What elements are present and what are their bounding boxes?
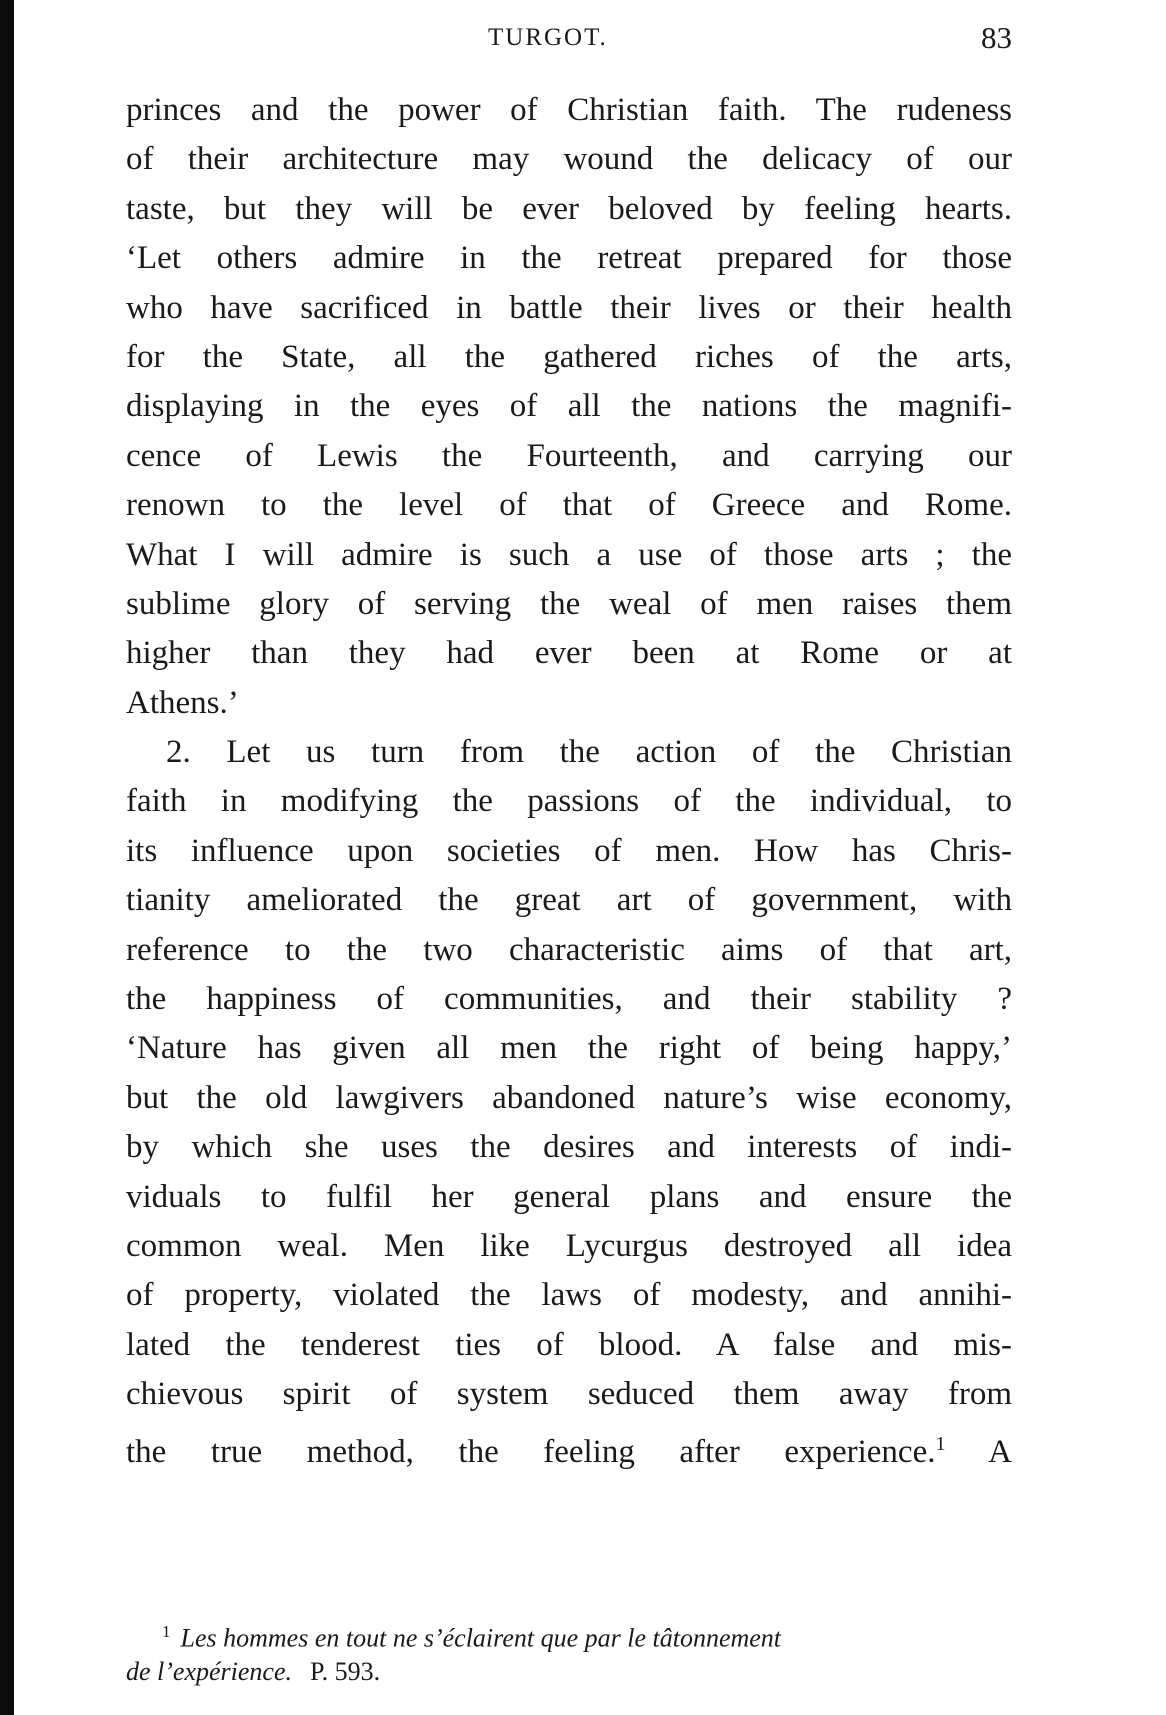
text-line: for the State, all the gathered riches of the arts,: [126, 338, 1012, 375]
running-title: TURGOT.: [488, 24, 608, 51]
footnote-reference-mark: 1: [935, 1432, 946, 1455]
footnote: [126, 1612, 1012, 1692]
footnote-line: [126, 1612, 1012, 1652]
text-line: higher than they had ever been at Rome or at: [126, 635, 1012, 672]
footnote-marker: 1: [162, 1622, 171, 1641]
text-line: common weal. Men like Lycurgus destroyed all idea: [126, 1227, 1012, 1264]
text-line: What I will admire is such a use of those arts ; the: [126, 536, 1012, 573]
text-line: cence of Lewis the Fourteenth, and carrying our: [126, 437, 1012, 474]
footnote-line: [126, 1652, 1012, 1692]
text-line: chievous spirit of system seduced them away from: [126, 1376, 1012, 1413]
footnote-quote: Les hommes en tout ne s’éclairent que par le tâtonnement: [180, 1623, 782, 1653]
text-line: Athens.’: [126, 684, 239, 721]
final-text-line: [126, 1420, 1012, 1469]
text-line: lated the tenderest ties of blood. A false and mis-: [126, 1326, 1012, 1363]
text-line: tianity ameliorated the great art of government, with: [126, 882, 1012, 919]
text-line: of property, violated the laws of modesty, and annihi-: [126, 1277, 1012, 1314]
text-line: by which she uses the desires and interests of indi-: [126, 1129, 1012, 1166]
text-line: of their architecture may wound the delicacy of our: [126, 141, 1012, 178]
paragraph-start-line: 2. Let us turn from the action of the Christian: [166, 734, 1012, 771]
text-line: who have sacrificed in battle their lives or their health: [126, 289, 1012, 326]
text-line: reference to the two characteristic aims of that art,: [126, 931, 1012, 968]
page-number: 83: [981, 20, 1012, 55]
text-line: ‘Nature has given all men the right of being happy,’: [126, 1030, 1012, 1067]
text-line: faith in modifying the passions of the individual, to: [126, 783, 1012, 820]
text-line: sublime glory of serving the weal of men raises them: [126, 585, 1012, 622]
text-line: the happiness of communities, and their stability ?: [126, 981, 1012, 1018]
text-line: viduals to fulfil her general plans and ensure the: [126, 1178, 1012, 1215]
text-line: but the old lawgivers abandoned nature’s wise economy,: [126, 1079, 1012, 1116]
final-line-text: the true method, the feeling after experience.: [126, 1433, 936, 1469]
text-line: ‘Let others admire in the retreat prepared for those: [126, 240, 1012, 277]
text-line: renown to the level of that of Greece and Rome.: [126, 487, 1012, 524]
final-line-tail: A: [945, 1433, 1012, 1469]
book-page: [126, 0, 1012, 1715]
footnote-quote-end: de l’expérience.: [126, 1657, 293, 1686]
binding-edge: [0, 0, 14, 1715]
body-text: [126, 86, 1012, 1469]
footnote-page-reference: P. 593.: [310, 1657, 381, 1686]
text-line: taste, but they will be ever beloved by feeling hearts.: [126, 190, 1012, 227]
text-line: princes and the power of Christian faith. The rudeness: [126, 92, 1012, 128]
text-line: displaying in the eyes of all the nations the magnifi-: [126, 388, 1012, 425]
text-line: its influence upon societies of men. How has Chris-: [126, 832, 1012, 869]
running-head: [126, 20, 1012, 60]
